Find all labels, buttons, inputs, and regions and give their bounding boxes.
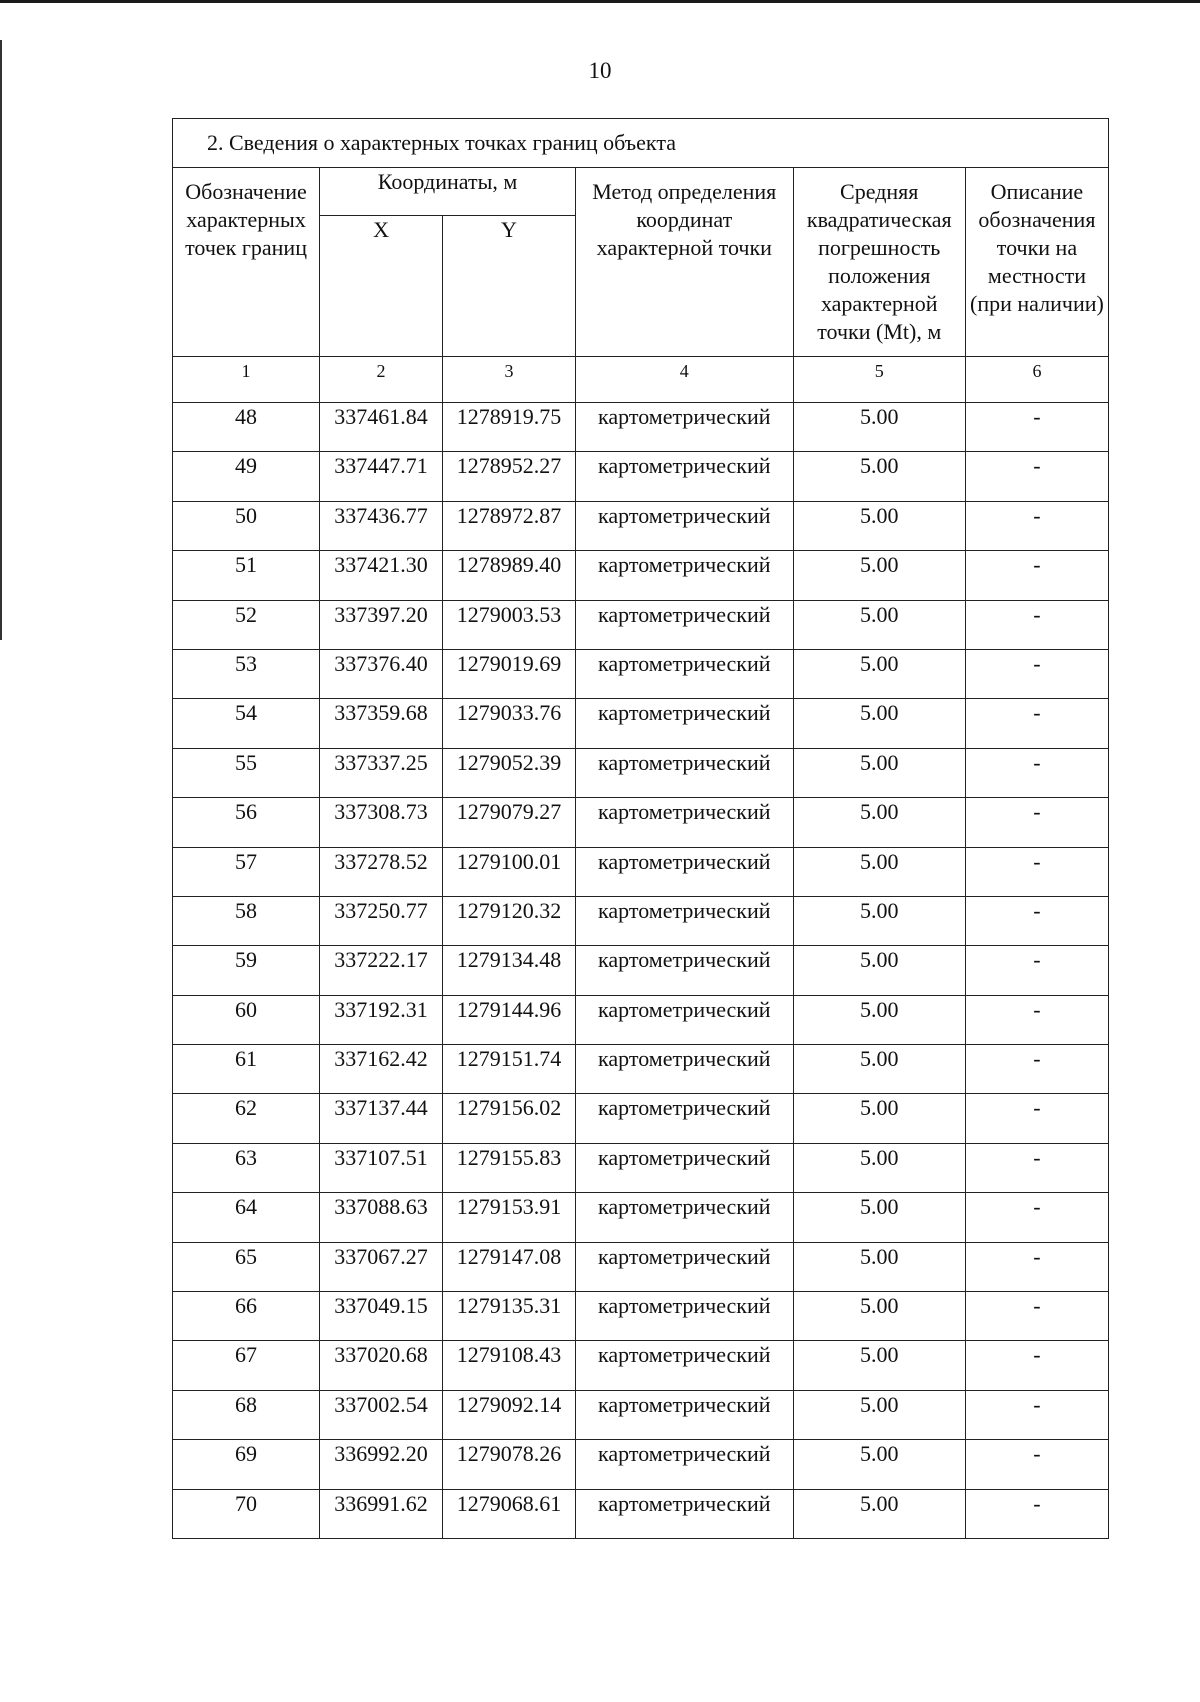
point-designation-cell: 59 [173,946,320,995]
table-title-row [173,119,1109,168]
point-designation-cell: 58 [173,896,320,945]
x-coordinate-cell: 337088.63 [320,1193,443,1242]
method-cell: картометрический [575,699,793,748]
x-coordinate-cell: 337107.51 [320,1143,443,1192]
table-row [173,748,1109,797]
x-coordinate-cell: 337421.30 [320,551,443,600]
point-designation-cell: 65 [173,1242,320,1291]
boundary-points-table-wrapper [172,118,1109,1539]
y-coordinate-cell: 1279151.74 [443,1045,576,1094]
point-designation-cell: 56 [173,798,320,847]
accuracy-cell: 5.00 [793,798,965,847]
table-row [173,798,1109,847]
point-designation-cell: 66 [173,1292,320,1341]
y-coordinate-cell: 1279052.39 [443,748,576,797]
x-coordinate-cell: 337020.68 [320,1341,443,1390]
page-number: 10 [588,58,612,83]
header-y: Y [443,216,576,357]
method-cell: картометрический [575,896,793,945]
point-designation-cell: 57 [173,847,320,896]
x-coordinate-cell: 337192.31 [320,995,443,1044]
accuracy-cell: 5.00 [793,1390,965,1439]
accuracy-cell: 5.00 [793,896,965,945]
accuracy-cell: 5.00 [793,452,965,501]
point-designation-cell: 70 [173,1489,320,1538]
table-row [173,1193,1109,1242]
y-coordinate-cell: 1279068.61 [443,1489,576,1538]
accuracy-cell: 5.00 [793,1094,965,1143]
table-row [173,946,1109,995]
description-cell: - [965,551,1108,600]
table-row [173,501,1109,550]
y-coordinate-cell: 1278952.27 [443,452,576,501]
description-cell: - [965,452,1108,501]
table-row [173,1292,1109,1341]
accuracy-cell: 5.00 [793,600,965,649]
method-cell: картометрический [575,1341,793,1390]
description-cell: - [965,1193,1108,1242]
description-cell: - [965,1242,1108,1291]
accuracy-cell: 5.00 [793,1193,965,1242]
method-cell: картометрический [575,649,793,698]
y-coordinate-cell: 1279134.48 [443,946,576,995]
method-cell: картометрический [575,748,793,797]
point-designation-cell: 51 [173,551,320,600]
method-cell: картометрический [575,452,793,501]
x-coordinate-cell: 337250.77 [320,896,443,945]
x-coordinate-cell: 337162.42 [320,1045,443,1094]
y-coordinate-cell: 1279156.02 [443,1094,576,1143]
accuracy-cell: 5.00 [793,501,965,550]
description-cell: - [965,403,1108,452]
accuracy-cell: 5.00 [793,1143,965,1192]
method-cell: картометрический [575,847,793,896]
description-cell: - [965,1390,1108,1439]
point-designation-cell: 55 [173,748,320,797]
table-row [173,600,1109,649]
method-cell: картометрический [575,995,793,1044]
x-coordinate-cell: 337278.52 [320,847,443,896]
table-row [173,1341,1109,1390]
method-cell: картометрический [575,798,793,847]
table-row [173,995,1109,1044]
description-cell: - [965,600,1108,649]
method-cell: картометрический [575,1193,793,1242]
accuracy-cell: 5.00 [793,946,965,995]
column-number: 4 [575,357,793,403]
table-row [173,551,1109,600]
description-cell: - [965,995,1108,1044]
method-cell: картометрический [575,403,793,452]
description-cell: - [965,946,1108,995]
y-coordinate-cell: 1279078.26 [443,1440,576,1489]
description-cell: - [965,1094,1108,1143]
y-coordinate-cell: 1278919.75 [443,403,576,452]
description-cell: - [965,1045,1108,1094]
table-row [173,1094,1109,1143]
point-designation-cell: 49 [173,452,320,501]
method-cell: картометрический [575,1489,793,1538]
table-row [173,452,1109,501]
description-cell: - [965,501,1108,550]
y-coordinate-cell: 1279153.91 [443,1193,576,1242]
accuracy-cell: 5.00 [793,403,965,452]
table-row [173,896,1109,945]
method-cell: картометрический [575,551,793,600]
table-row [173,1143,1109,1192]
accuracy-cell: 5.00 [793,551,965,600]
header-x: X [320,216,443,357]
y-coordinate-cell: 1279155.83 [443,1143,576,1192]
method-cell: картометрический [575,946,793,995]
table-row [173,1390,1109,1439]
scan-edge-left [0,40,2,640]
header-accuracy: Средняя квадратическая погрешность положения характерной точки (Mt), м [793,168,965,357]
header-coordinates: Координаты, м [320,168,576,216]
table-row [173,1440,1109,1489]
point-designation-cell: 53 [173,649,320,698]
header-designation: Обозначение характерных точек границ [173,168,320,357]
y-coordinate-cell: 1279147.08 [443,1242,576,1291]
point-designation-cell: 64 [173,1193,320,1242]
description-cell: - [965,699,1108,748]
column-number: 3 [443,357,576,403]
point-designation-cell: 62 [173,1094,320,1143]
header-description: Описание обозначения точки на местности (при наличии) [965,168,1108,357]
table-row [173,649,1109,698]
column-number-row [173,357,1109,403]
x-coordinate-cell: 337337.25 [320,748,443,797]
point-designation-cell: 63 [173,1143,320,1192]
method-cell: картометрический [575,600,793,649]
x-coordinate-cell: 337447.71 [320,452,443,501]
method-cell: картометрический [575,1143,793,1192]
description-cell: - [965,847,1108,896]
header-row-top [173,168,1109,216]
accuracy-cell: 5.00 [793,1341,965,1390]
accuracy-cell: 5.00 [793,699,965,748]
x-coordinate-cell: 337137.44 [320,1094,443,1143]
accuracy-cell: 5.00 [793,995,965,1044]
method-cell: картометрический [575,1292,793,1341]
description-cell: - [965,1440,1108,1489]
method-cell: картометрический [575,1440,793,1489]
column-number: 2 [320,357,443,403]
point-designation-cell: 69 [173,1440,320,1489]
table-title: 2. Сведения о характерных точках границ объекта [173,119,1109,168]
table-row [173,699,1109,748]
y-coordinate-cell: 1279033.76 [443,699,576,748]
x-coordinate-cell: 337222.17 [320,946,443,995]
column-number: 5 [793,357,965,403]
x-coordinate-cell: 337376.40 [320,649,443,698]
description-cell: - [965,1489,1108,1538]
y-coordinate-cell: 1279144.96 [443,995,576,1044]
accuracy-cell: 5.00 [793,1292,965,1341]
y-coordinate-cell: 1279120.32 [443,896,576,945]
table-row [173,403,1109,452]
accuracy-cell: 5.00 [793,649,965,698]
accuracy-cell: 5.00 [793,1489,965,1538]
method-cell: картометрический [575,1045,793,1094]
point-designation-cell: 54 [173,699,320,748]
point-designation-cell: 61 [173,1045,320,1094]
x-coordinate-cell: 336991.62 [320,1489,443,1538]
scan-edge-top [0,0,1200,3]
y-coordinate-cell: 1279019.69 [443,649,576,698]
x-coordinate-cell: 337308.73 [320,798,443,847]
column-number: 6 [965,357,1108,403]
y-coordinate-cell: 1279003.53 [443,600,576,649]
column-number: 1 [173,357,320,403]
point-designation-cell: 52 [173,600,320,649]
y-coordinate-cell: 1279108.43 [443,1341,576,1390]
point-designation-cell: 67 [173,1341,320,1390]
accuracy-cell: 5.00 [793,847,965,896]
y-coordinate-cell: 1279092.14 [443,1390,576,1439]
table-row [173,1242,1109,1291]
y-coordinate-cell: 1278989.40 [443,551,576,600]
accuracy-cell: 5.00 [793,1045,965,1094]
accuracy-cell: 5.00 [793,1440,965,1489]
table-row [173,847,1109,896]
point-designation-cell: 68 [173,1390,320,1439]
accuracy-cell: 5.00 [793,1242,965,1291]
method-cell: картометрический [575,1094,793,1143]
method-cell: картометрический [575,1390,793,1439]
x-coordinate-cell: 337359.68 [320,699,443,748]
accuracy-cell: 5.00 [793,748,965,797]
description-cell: - [965,748,1108,797]
x-coordinate-cell: 337461.84 [320,403,443,452]
table-row [173,1045,1109,1094]
boundary-points-table [172,118,1109,1539]
method-cell: картометрический [575,501,793,550]
method-cell: картометрический [575,1242,793,1291]
y-coordinate-cell: 1278972.87 [443,501,576,550]
point-designation-cell: 60 [173,995,320,1044]
x-coordinate-cell: 337067.27 [320,1242,443,1291]
x-coordinate-cell: 336992.20 [320,1440,443,1489]
description-cell: - [965,1292,1108,1341]
x-coordinate-cell: 337397.20 [320,600,443,649]
description-cell: - [965,1143,1108,1192]
y-coordinate-cell: 1279100.01 [443,847,576,896]
y-coordinate-cell: 1279079.27 [443,798,576,847]
x-coordinate-cell: 337049.15 [320,1292,443,1341]
x-coordinate-cell: 337436.77 [320,501,443,550]
y-coordinate-cell: 1279135.31 [443,1292,576,1341]
table-row [173,1489,1109,1538]
point-designation-cell: 48 [173,403,320,452]
description-cell: - [965,798,1108,847]
point-designation-cell: 50 [173,501,320,550]
description-cell: - [965,896,1108,945]
x-coordinate-cell: 337002.54 [320,1390,443,1439]
header-method: Метод определения координат характерной точки [575,168,793,357]
description-cell: - [965,649,1108,698]
description-cell: - [965,1341,1108,1390]
